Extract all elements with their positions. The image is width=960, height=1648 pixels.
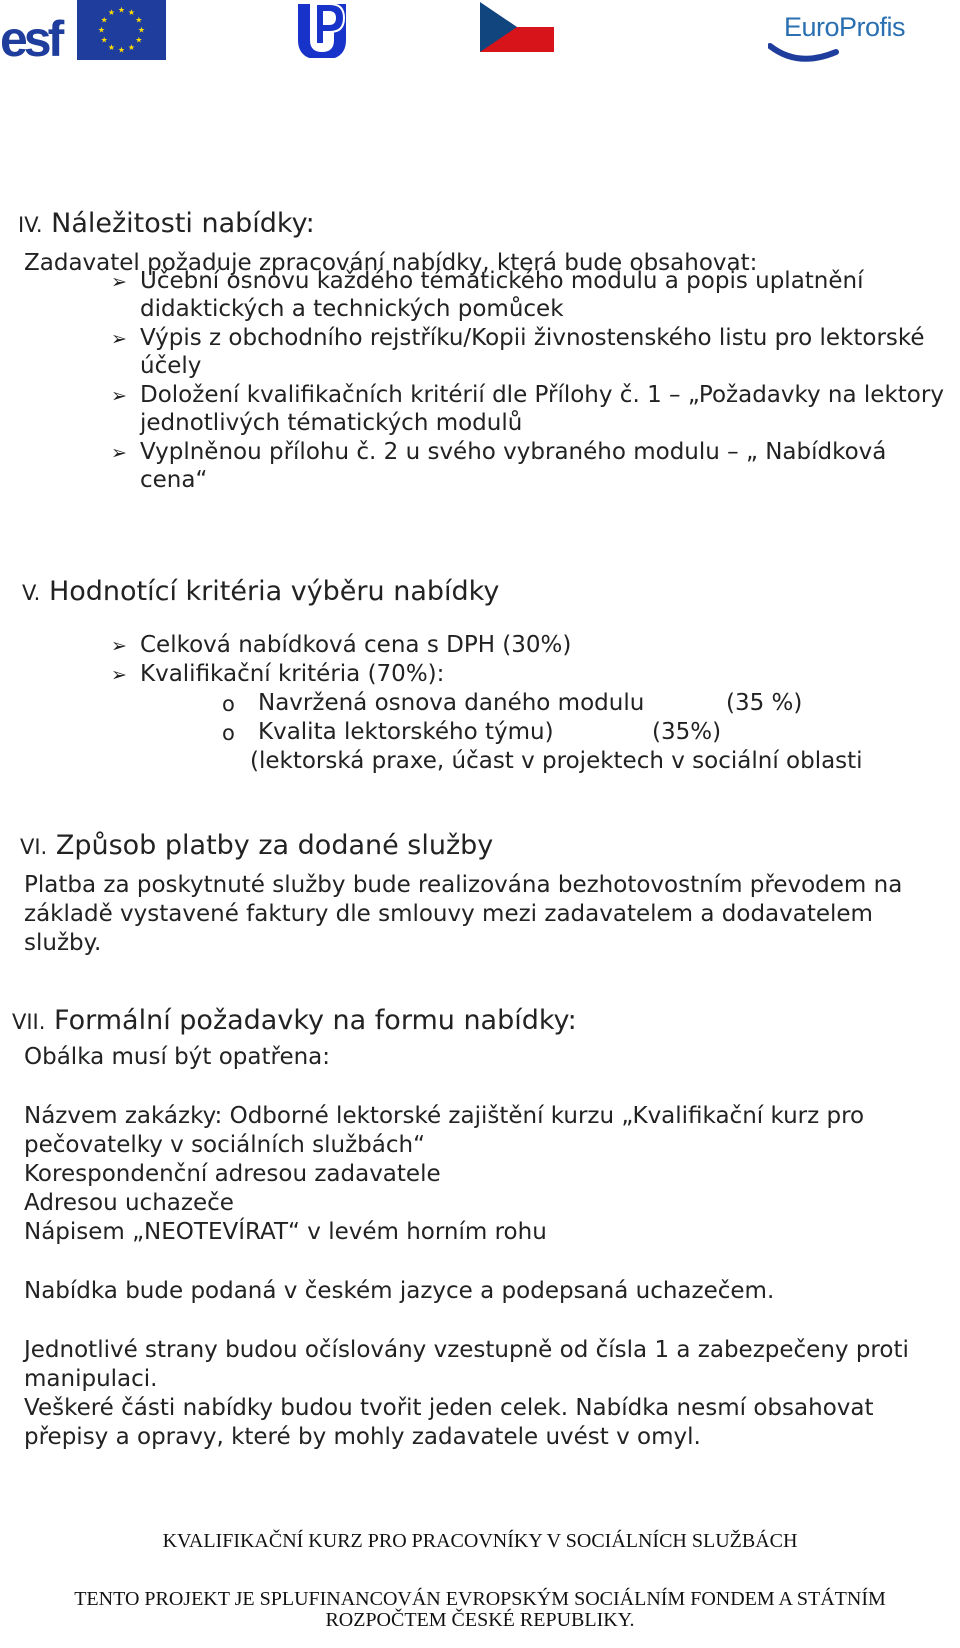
section-5-number: V. [22,581,41,605]
footer-funding-line-1: TENTO PROJEKT JE SPLUFINANCOVÁN EVROPSKÝM SOCIÁLNÍM FONDEM A STÁTNÍM [74,1588,886,1610]
section-6-number: VI. [20,835,48,859]
eu-star-icon: ★ [97,25,106,35]
section-4-item-1-line-1: Učební osnovu každého tématického modulu a popis uplatnění [140,268,864,294]
eu-star-icon: ★ [100,15,108,25]
footer-funding-line-2: ROZPOČTEM ČESKÉ REPUBLIKY. [325,1609,635,1631]
section-7-paragraph-2-line-1: Jednotlivé strany budou očíslovány vzestupně od čísla 1 a zabezpečeny proti [24,1337,909,1363]
section-5-subitem-2-label: Kvalita lektorského týmu) [258,719,554,745]
up-logo [294,2,350,58]
europrofis-wordmark: EuroProfis [784,12,906,42]
section-7-block-line-5: Nápisem „NEOTEVÍRAT“ v levém horním rohu [24,1219,547,1245]
esf-eu-logo [0,0,168,60]
bullet-arrow-icon: ➢ [111,635,127,657]
esf-logo [0,2,72,60]
section-7-paragraph-2-line-4: přepisy a opravy, které by mohly zadavatele uvést v omyl. [24,1424,701,1450]
section-5-heading [22,576,499,607]
sub-bullet-icon: o [222,692,235,716]
bullet-arrow-icon: ➢ [111,664,127,686]
section-7-block-line-2: pečovatelky v sociálních službách“ [24,1132,426,1158]
section-4-item-4-line-1: Vyplněnou přílohu č. 2 u svého vybraného modulu – „ Nabídková [140,439,887,465]
section-6-heading [20,830,493,861]
eu-star-icon: ★ [117,45,126,55]
section-5-subitem-2-value: (35%) [652,719,722,745]
section-5-title: Hodnotící kritéria výběru nabídky [48,576,500,607]
eu-star-icon: ★ [127,8,136,18]
eu-star-icon: ★ [107,42,116,52]
section-6-line-2: základě vystavené faktury dle smlouvy mezi zadavatelem a dodavatelem [24,901,873,927]
section-4-item-1-line-2: didaktických a technických pomůcek [140,296,564,322]
section-5-item-1: Celková nabídková cena s DPH (30%) [140,632,572,658]
section-4-heading [18,208,315,239]
section-7-paragraph-2-line-2: manipulaci. [24,1366,158,1392]
section-6-title: Způsob platby za dodané služby [55,830,494,861]
section-5-subitem-1-value: (35 %) [726,690,803,716]
section-7-paragraph-1: Nabídka bude podaná v českém jazyce a podepsaná uchazečem. [24,1278,775,1304]
eu-star-icon: ★ [135,15,143,25]
section-7-intro: Obálka musí být opatřena: [24,1044,331,1070]
section-4-title: Náležitosti nabídky: [51,208,315,239]
bullet-arrow-icon: ➢ [111,385,127,407]
eu-star-icon: ★ [127,42,136,52]
section-7-number: VII. [12,1010,46,1034]
sub-bullet-icon: o [222,721,235,745]
section-7-block-line-3: Korespondenční adresou zadavatele [24,1161,441,1187]
bullet-arrow-icon: ➢ [111,271,127,293]
section-5-item-2: Kvalifikační kritéria (70%): [140,661,445,687]
section-7-heading [12,1005,577,1036]
section-7-paragraph-2-line-3: Veškeré části nabídky budou tvořit jeden celek. Nabídka nesmí obsahovat [24,1395,874,1421]
eu-star-icon: ★ [117,5,126,15]
section-5-note: (lektorská praxe, účast v projektech v sociální oblasti [250,748,863,774]
eu-star-icon: ★ [137,25,146,35]
section-4-item-2-line-1: Výpis z obchodního rejstříku/Kopii živnostenského listu pro lektorské [140,325,925,351]
section-7-block-line-4: Adresou uchazeče [24,1190,234,1216]
eu-star-icon: ★ [100,35,108,45]
section-4-item-3-line-2: jednotlivých tématických modulů [140,410,523,436]
bullet-arrow-icon: ➢ [111,328,127,350]
section-5-subitem-1-label: Navržená osnova daného modulu [258,690,645,716]
eu-flag-icon [77,0,166,60]
section-4-intro: Zadavatel požaduje zpracování nabídky, která bude obsahovat: [24,250,758,276]
section-4-item-4-line-2: cena“ [140,467,208,493]
eu-star-icon: ★ [135,35,143,45]
section-7-block-line-1: Názvem zakázky: Odborné lektorské zajištění kurzu „Kvalifikační kurz pro [24,1103,865,1129]
europrofis-logo [768,12,908,68]
section-4-item-2-line-2: účely [140,353,202,379]
bullet-arrow-icon: ➢ [111,442,127,464]
section-6-line-3: služby. [24,930,102,956]
footer-course-title: KVALIFIKAČNÍ KURZ PRO PRACOVNÍKY V SOCIÁLNÍCH SLUŽBÁCH [162,1530,798,1552]
czech-flag-icon [480,2,554,52]
section-6-line-1: Platba za poskytnuté služby bude realizována bezhotovostním převodem na [24,872,903,898]
eu-star-icon: ★ [107,8,116,18]
svg-text:esf: esf [0,11,61,60]
section-4-number: IV. [18,213,43,237]
section-7-title: Formální požadavky na formu nabídky: [54,1005,577,1036]
logo-strip [0,0,960,70]
section-4-item-3-line-1: Doložení kvalifikačních kritérií dle Přílohy č. 1 – „Požadavky na lektory [140,382,944,408]
